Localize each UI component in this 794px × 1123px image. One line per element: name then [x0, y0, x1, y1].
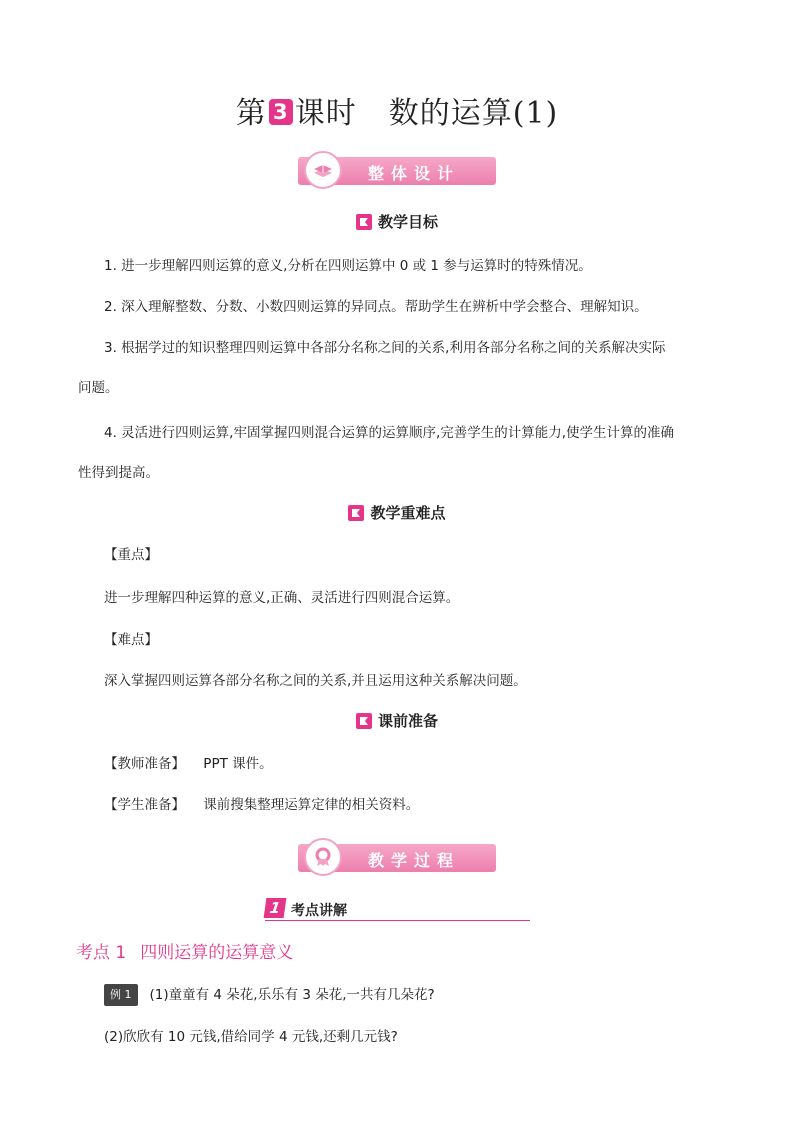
- design-banner: [298, 157, 496, 185]
- teacher-prep-text: PPT 课件。: [203, 756, 273, 772]
- student-prep-label: 【学生准备】: [104, 797, 185, 813]
- section-keypoints-label: 教学重难点: [370, 504, 446, 522]
- focus-label: 【重点】: [104, 547, 158, 563]
- lesson-number-badge: 3: [269, 99, 293, 125]
- part-heading: [265, 898, 530, 921]
- section-keypoints: [0, 502, 794, 525]
- example-q2: (2)欣欣有 10 元钱,借给同学 4 元钱,还剩几元钱?: [104, 1029, 398, 1045]
- goal-2: 2. 深入理解整数、分数、小数四则运算的异同点。帮助学生在辨析中学会整合、理解知识。: [104, 299, 648, 315]
- section-prep-label: 课前准备: [377, 712, 438, 730]
- difficulty-label: 【难点】: [104, 632, 158, 648]
- kaodian-label: 考点 1: [76, 943, 127, 963]
- example-q1: [104, 984, 744, 1006]
- teacher-prep: [104, 754, 744, 774]
- part-number-badge: 1: [264, 898, 287, 918]
- goal-4-cont: 性得到提高。: [78, 465, 159, 481]
- teacher-prep-label: 【教师准备】: [104, 756, 185, 772]
- difficulty-text: 深入掌握四则运算各部分名称之间的关系,并且运用这种关系解决问题。: [104, 673, 527, 689]
- student-prep-text: 课前搜集整理运算定律的相关资料。: [203, 797, 420, 813]
- page-title: [0, 88, 794, 132]
- goal-4: 4. 灵活进行四则运算,牢固掌握四则混合运算的运算顺序,完善学生的计算能力,使学生计算的准确: [104, 425, 675, 441]
- example-tag: 例 1: [104, 984, 138, 1006]
- goal-3-cont: 问题。: [78, 380, 119, 396]
- goal-3: 3. 根据学过的知识整理四则运算中各部分名称之间的关系,利用各部分名称之间的关系解决实际: [104, 340, 666, 356]
- kaodian-title: 四则运算的运算意义: [140, 943, 294, 963]
- goal-1: 1. 进一步理解四则运算的意义,分析在四则运算中 0 或 1 参与运算时的特殊情况。: [104, 258, 592, 274]
- focus-text: 进一步理解四种运算的意义,正确、灵活进行四则混合运算。: [104, 590, 460, 606]
- process-banner: [298, 844, 496, 872]
- part-label: 考点讲解: [291, 903, 347, 919]
- title-suffix: 课时: [294, 96, 357, 131]
- student-prep: [104, 795, 744, 815]
- title-subject: 数的运算(1): [388, 96, 559, 131]
- title-prefix: 第: [235, 96, 267, 131]
- section-prep: [0, 710, 794, 733]
- section-goals: [0, 211, 794, 234]
- example-q1-text: (1)童童有 4 朵花,乐乐有 3 朵花,一共有几朵花?: [149, 987, 435, 1003]
- design-banner-label: 整体设计: [368, 164, 461, 183]
- book-icon: [304, 151, 342, 189]
- section-goals-label: 教学目标: [377, 213, 438, 231]
- pink-flag-icon: [356, 713, 372, 733]
- pink-flag-icon: [356, 214, 372, 234]
- process-banner-label: 教学过程: [368, 851, 461, 870]
- kaodian-heading: [76, 938, 293, 963]
- award-icon: [304, 838, 342, 876]
- pink-flag-icon: [348, 505, 364, 525]
